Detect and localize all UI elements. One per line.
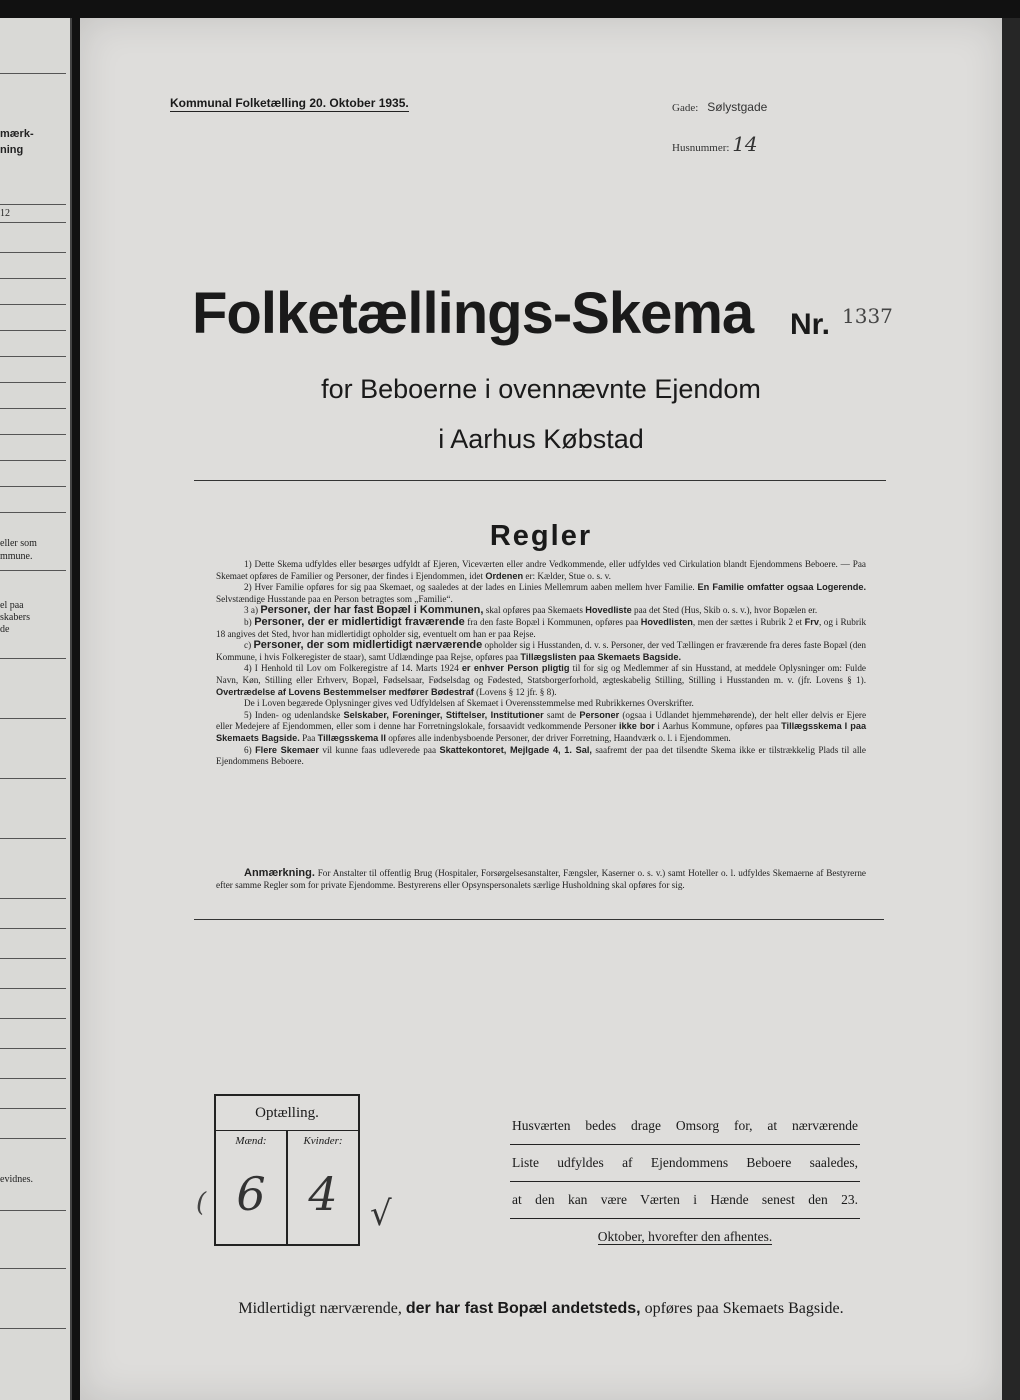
rule-line (0, 838, 66, 839)
tally-title: Optælling. (216, 1096, 358, 1131)
form-number-value: 1337 (842, 304, 893, 328)
rule-line (0, 408, 66, 409)
left-fragment: 12 (0, 208, 10, 219)
rule-3a: 3 a) Personer, der har fast Bopæl i Kommunen, skal opføres paa Skemaets Hovedliste paa det Sted (Hus, Skib o. s. v.), hvor Bopælen er. (244, 604, 818, 617)
tally-men-value: 6 (236, 1167, 266, 1221)
street-value: Sølystgade (707, 100, 768, 114)
rule-2: 2) Hver Familie opføres for sig paa Skemaet, og saaledes at der lades en Linies Mellemrum aaben mellem hver Familie. En Familie omfatter ogsaa Logerende. Selvstændige Husstande paa en Person betragtes som „Familie“. (216, 582, 867, 604)
remark-label: Anmærkning. (244, 867, 315, 879)
rule-line (0, 1018, 66, 1019)
form-subtitle-city: i Aarhus Købstad (438, 424, 644, 454)
rule-line (0, 658, 66, 659)
house-number-label: Husnummer: (672, 142, 730, 154)
rule-3b: b) Personer, der er midlertidigt fraværende fra den faste Bopæl i Kommunen, opføres paa Hovedlisten, men der sættes i Rubrik 2 et Frv, og i Rubrik 18 angives det Sted, hvor han midlertidigt opholder sig, eventuelt om han er paa Rejse. (216, 615, 867, 639)
check-mark-icon: √ (370, 1194, 392, 1234)
remark-text: For Anstalter til offentlig Brug (Hospitaler, Forsørgelsesanstalter, Fængsler, Kaserner o. s. v.) samt Hoteller o. l. udfyldes Skemaerne af Bestyrerne efter samme Regler som for private Ejendomme. Bestyrerens eller Opsynspersonalets særlige Husholdning skal opføres for sig. (216, 868, 866, 890)
street-label: Gade: (672, 102, 699, 114)
divider (194, 480, 886, 481)
owner-notice-line: Husværten bedes drage Omsorg for, at nærværende (510, 1108, 860, 1145)
owner-notice (510, 1108, 860, 1255)
left-fragment: mærk- (0, 128, 34, 140)
rule-line (0, 434, 66, 435)
left-page-fragment (0, 18, 72, 1400)
rule-line (0, 1138, 66, 1139)
owner-notice-line: Liste udfyldes af Ejendommens Beboere saaledes, (510, 1145, 860, 1182)
rule-line (0, 1108, 66, 1109)
form-title: Folketællings-Skema (192, 281, 754, 346)
tally-women-column (286, 1131, 358, 1244)
handwritten-mark: ( (196, 1188, 207, 1218)
form-number-label: Nr. (790, 308, 831, 341)
rule-line (0, 278, 66, 279)
rule-line (0, 1268, 66, 1269)
rule-4-cont: De i Loven begærede Oplysninger gives ved Udfyldelsen af Skemaet i Overensstemmelse med Rubrikkernes Overskrifter. (244, 698, 694, 709)
rule-line (0, 512, 66, 513)
census-header: Kommunal Folketælling 20. Oktober 1935. (170, 96, 409, 110)
divider (194, 919, 884, 920)
footer-instruction: Midlertidigt nærværende, der har fast Bopæl andetsteds, opføres paa Skemaets Bagside. (238, 1300, 844, 1317)
rule-line (0, 382, 66, 383)
owner-notice-line: at den kan være Værten i Hænde senest den 23. (510, 1182, 860, 1219)
rule-line (0, 460, 66, 461)
tally-men-column (216, 1131, 286, 1244)
rule-line (0, 1210, 66, 1211)
census-form-page (80, 18, 1002, 1400)
rule-line (0, 988, 66, 989)
rule-line (0, 898, 66, 899)
tally-men-label: Mænd: (235, 1135, 267, 1147)
rule-line (0, 204, 66, 205)
house-number-field (672, 132, 758, 156)
remark-paragraph (216, 868, 866, 892)
rule-4: 4) I Henhold til Lov om Folkeregistre af 14. Marts 1924 er enhver Person pligtig til for sig og Medlemmer af sin Husstand, at meddele Oplysninger om: Fulde Navn, Køn, Stilling eller Erhverv, Bopæl, Fødselsaar, Fødselsdag og Fødested, Statsborgerforhold, ægteskabelig Stilling, Stilling i Husstanden m. v. (jfr. Lovens § 1). Overtrædelse af Lovens Bestemmelser medfører Bødestraf (Lovens § 12 jfr. § 8). (216, 663, 866, 697)
rule-line (0, 73, 66, 74)
page-edge (1002, 18, 1020, 1400)
rule-line (0, 1328, 66, 1329)
street-field (672, 100, 767, 115)
rule-line (0, 958, 66, 959)
left-fragment: mmune. (0, 551, 33, 562)
rule-line (0, 778, 66, 779)
rules-heading: Regler (489, 520, 593, 552)
rule-1: 1) Dette Skema udfyldes eller besørges udfyldt af Ejeren, Viceværten eller andre Vedkommende, eller udfyldes ved Cirkulation blandt Ejendommens Beboere. — Paa Skemaet opføres de Familier og Personer, der findes i Ejendommen, idet Ordenen er: Kælder, Stue o. s. v. (216, 559, 866, 581)
left-fragment: el paa (0, 600, 24, 611)
rule-line (0, 570, 66, 571)
rule-line (0, 356, 66, 357)
rule-line (0, 222, 66, 223)
house-number-value: 14 (732, 132, 758, 156)
left-fragment: skabers (0, 612, 30, 623)
rule-line (0, 330, 66, 331)
tally-box (214, 1094, 360, 1246)
rule-line (0, 928, 66, 929)
rule-line (0, 1078, 66, 1079)
left-fragment: evidnes. (0, 1174, 34, 1185)
left-fragment: eller som (0, 538, 37, 549)
rule-6: 6) Flere Skemaer vil kunne faas udleverede paa Skattekontoret, Mejlgade 4, 1. Sal, saafremt der paa det tilsendte Skema ikke er tilstrækkelig Plads til alle Ejendommens Beboere. (216, 744, 867, 767)
rule-line (0, 304, 66, 305)
rule-line (0, 486, 66, 487)
rules-text (216, 559, 866, 768)
form-subtitle: for Beboerne i ovennævnte Ejendom (321, 374, 761, 404)
tally-women-label: Kvinder: (303, 1135, 343, 1147)
left-fragment: ning (0, 144, 24, 156)
rule-line (0, 1048, 66, 1049)
tally-women-value: 4 (308, 1167, 338, 1221)
rule-line (0, 252, 66, 253)
owner-notice-line: Oktober, hvorefter den afhentes. (597, 1229, 773, 1244)
rule-3c: c) Personer, der som midlertidigt nærværende opholder sig i Husstanden, d. v. s. Personer, der ved Tællingen er fraværende fra deres faste Bopæl (den Kommune, i hvis Folkeregister de staar), samt Udlændinge paa Rejse, opføres paa Tillægslisten paa Skemaets Bagside. (216, 639, 867, 662)
rule-line (0, 718, 66, 719)
left-fragment: de (0, 624, 10, 635)
rule-5: 5) Inden- og udenlandske Selskaber, Foreninger, Stiftelser, Institutioner samt de Personer (ogsaa i Udlandet hjemmehørende), der helt eller delvis er Ejere eller Medejere af Ejendommen, eller som i denne har Forretningslokale, forsaavidt vedkommende Personer ikke bor i Aarhus Kommune, opføres paa Tillægsskema I paa Skemaets Bagside. Paa Tillægsskema II opføres alle indenbysboende Personer, der driver Forretning, Haandværk o. l. i Ejendommen. (216, 709, 867, 743)
